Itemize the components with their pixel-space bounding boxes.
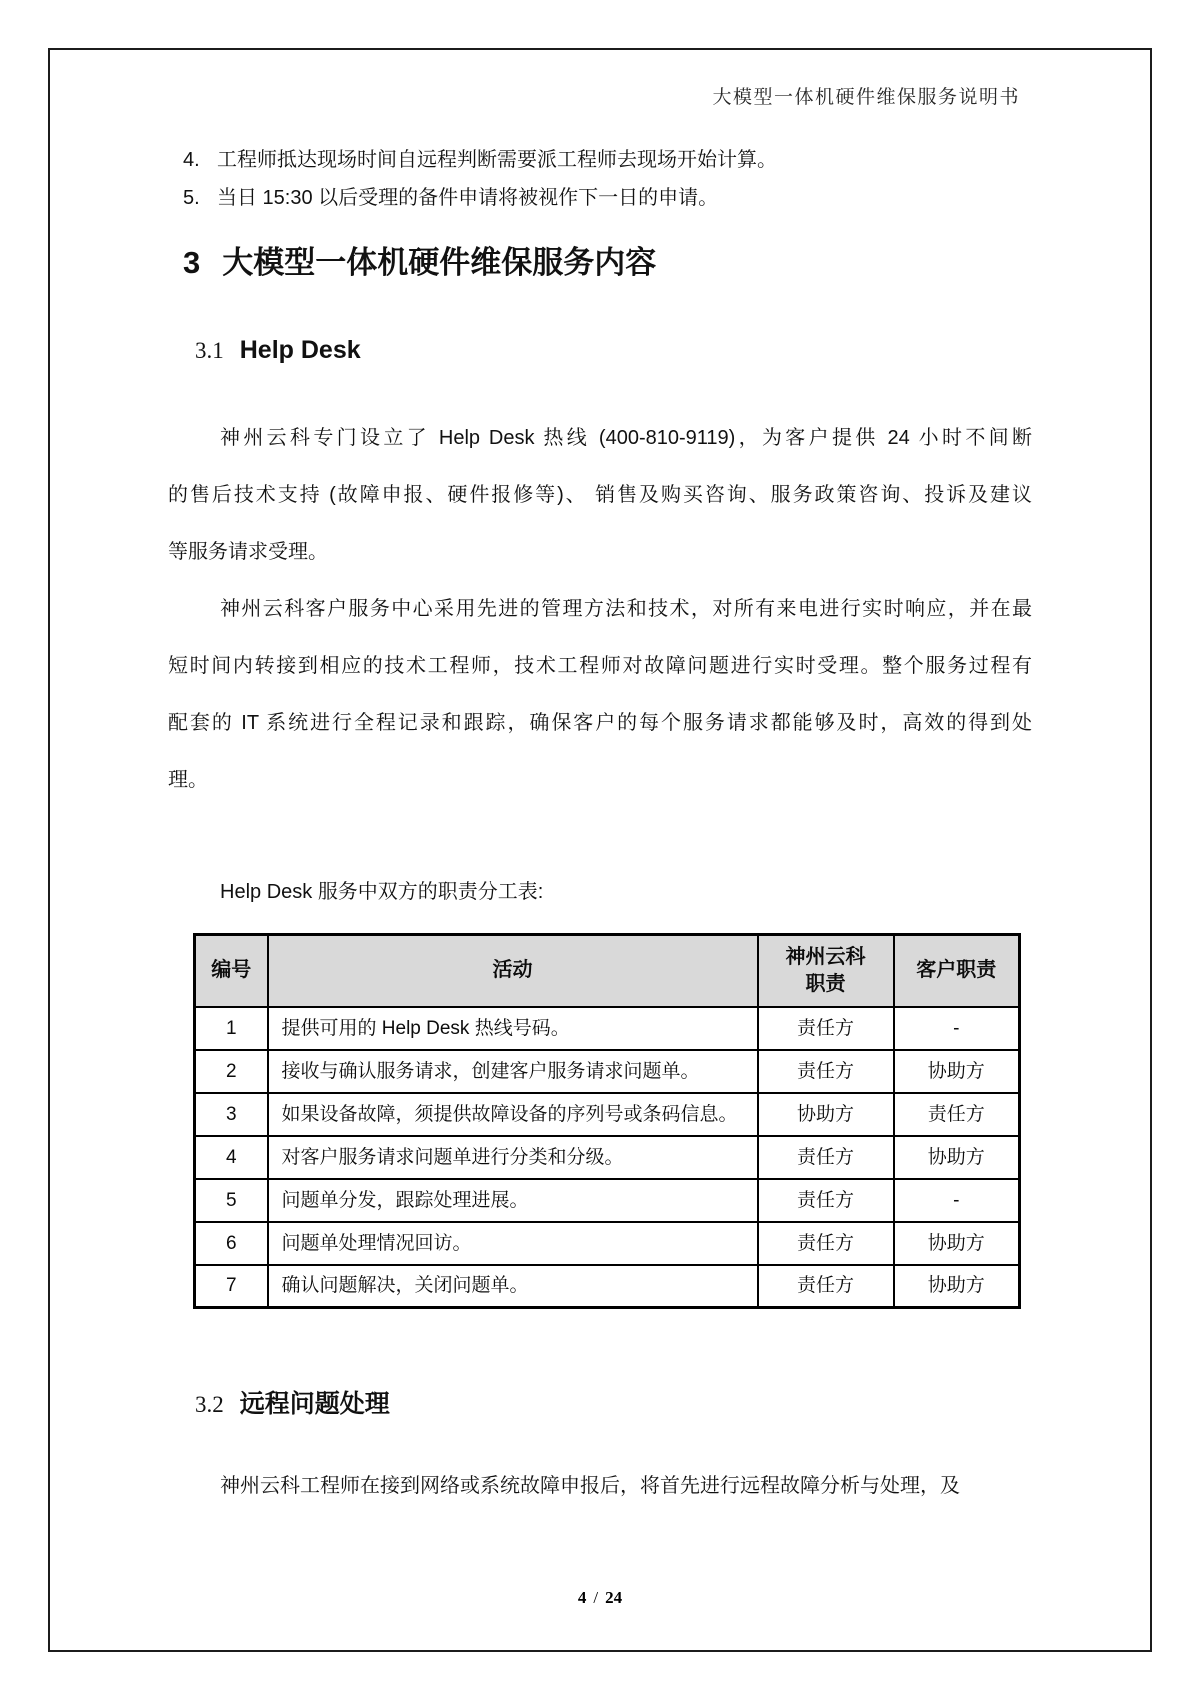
cell-activity: 问题单分发，跟踪处理进展。	[268, 1179, 758, 1222]
section-3-2-heading	[195, 1386, 390, 1422]
paragraph-line: 等服务请求受理。	[168, 541, 328, 563]
col-header-activity: 活动	[268, 935, 758, 1007]
numbered-list	[168, 141, 1032, 217]
cell-activity: 提供可用的 Help Desk 热线号码。	[268, 1007, 758, 1050]
cell-customer-responsibility: -	[894, 1007, 1020, 1050]
list-item-text: 工程师抵达现场时间自远程判断需要派工程师去现场开始计算。	[217, 149, 777, 171]
cell-id: 3	[195, 1093, 268, 1136]
page-number-separator: /	[593, 1588, 599, 1607]
cell-activity: 确认问题解决，关闭问题单。	[268, 1265, 758, 1308]
cell-customer-responsibility: 协助方	[894, 1222, 1020, 1265]
paragraph-line: 配套的 IT 系统进行全程记录和跟踪，确保客户的每个服务请求都能够及时，高效的得到处	[168, 712, 1032, 734]
paragraph-service-center	[168, 581, 1032, 809]
paragraph-line: 的售后技术支持 (故障申报、硬件报修等)、 销售及购买咨询、服务政策咨询、投诉及建议	[168, 484, 1032, 506]
table-row	[195, 1222, 1020, 1265]
cell-id: 1	[195, 1007, 268, 1050]
heading-title: Help Desk	[239, 336, 361, 364]
page-footer	[0, 1588, 1200, 1608]
cell-customer-responsibility: 协助方	[894, 1050, 1020, 1093]
page-number-total: 24	[605, 1588, 623, 1607]
table-row	[195, 1179, 1020, 1222]
col-header-customer: 客户职责	[894, 935, 1020, 1007]
heading-number: 3	[183, 245, 201, 280]
cell-id: 2	[195, 1050, 268, 1093]
paragraph-line: 神州云科工程师在接到网络或系统故障申报后，将首先进行远程故障分析与处理，及	[220, 1475, 960, 1497]
table-row	[195, 1265, 1020, 1308]
page-number-current: 4	[577, 1588, 587, 1607]
list-item	[168, 179, 1032, 217]
table-body	[195, 1007, 1020, 1308]
section-3-1-heading	[195, 332, 361, 368]
cell-vendor-responsibility: 协助方	[758, 1093, 894, 1136]
cell-customer-responsibility: 责任方	[894, 1093, 1020, 1136]
list-item	[168, 141, 1032, 179]
paragraph-line: 神州云科客户服务中心采用先进的管理方法和技术，对所有来电进行实时响应，并在最	[220, 598, 1032, 620]
list-item-number: 4.	[183, 149, 200, 171]
paragraph-line: 短时间内转接到相应的技术工程师，技术工程师对故障问题进行实时受理。整个服务过程有	[168, 655, 1032, 677]
col-header-vendor-line1: 神州云科	[785, 945, 866, 968]
table-header-row	[195, 935, 1020, 1007]
table-row	[195, 1136, 1020, 1179]
heading-title: 大模型一体机硬件维保服务内容	[222, 245, 657, 280]
cell-id: 4	[195, 1136, 268, 1179]
list-item-text: 当日 15:30 以后受理的备件申请将被视作下一日的申请。	[217, 187, 719, 209]
heading-number: 3.1	[195, 338, 224, 363]
paragraph-line: 理。	[168, 769, 208, 791]
paragraph-remote-handling	[168, 1458, 1032, 1515]
col-header-id: 编号	[195, 935, 268, 1007]
col-header-vendor	[758, 935, 894, 1007]
heading-title: 远程问题处理	[239, 1390, 390, 1418]
document-header-title: 大模型一体机硬件维保服务说明书	[712, 87, 1020, 108]
cell-vendor-responsibility: 责任方	[758, 1007, 894, 1050]
table-row	[195, 1093, 1020, 1136]
cell-id: 5	[195, 1179, 268, 1222]
cell-vendor-responsibility: 责任方	[758, 1265, 894, 1308]
table-row	[195, 1007, 1020, 1050]
cell-id: 6	[195, 1222, 268, 1265]
section-3-heading	[183, 241, 656, 285]
cell-vendor-responsibility: 责任方	[758, 1222, 894, 1265]
cell-customer-responsibility: 协助方	[894, 1265, 1020, 1308]
table-caption-text: Help Desk 服务中双方的职责分工表:	[220, 881, 544, 903]
heading-number: 3.2	[195, 1392, 224, 1417]
table-row	[195, 1050, 1020, 1093]
cell-vendor-responsibility: 责任方	[758, 1136, 894, 1179]
col-header-vendor-line2: 职责	[805, 972, 846, 995]
cell-activity: 如果设备故障，须提供故障设备的序列号或条码信息。	[268, 1093, 758, 1136]
list-item-number: 5.	[183, 187, 200, 209]
cell-activity: 接收与确认服务请求，创建客户服务请求问题单。	[268, 1050, 758, 1093]
paragraph-line: 神州云科专门设立了 Help Desk 热线 (400-810-9119)，为客户提供 24 小时不间断	[220, 427, 1032, 449]
paragraph-helpdesk-intro	[168, 410, 1032, 581]
cell-vendor-responsibility: 责任方	[758, 1179, 894, 1222]
responsibility-table	[193, 933, 1021, 1309]
cell-customer-responsibility: 协助方	[894, 1136, 1020, 1179]
cell-vendor-responsibility: 责任方	[758, 1050, 894, 1093]
cell-activity: 对客户服务请求问题单进行分类和分级。	[268, 1136, 758, 1179]
cell-activity: 问题单处理情况回访。	[268, 1222, 758, 1265]
table-caption	[168, 864, 1032, 921]
cell-customer-responsibility: -	[894, 1179, 1020, 1222]
cell-id: 7	[195, 1265, 268, 1308]
